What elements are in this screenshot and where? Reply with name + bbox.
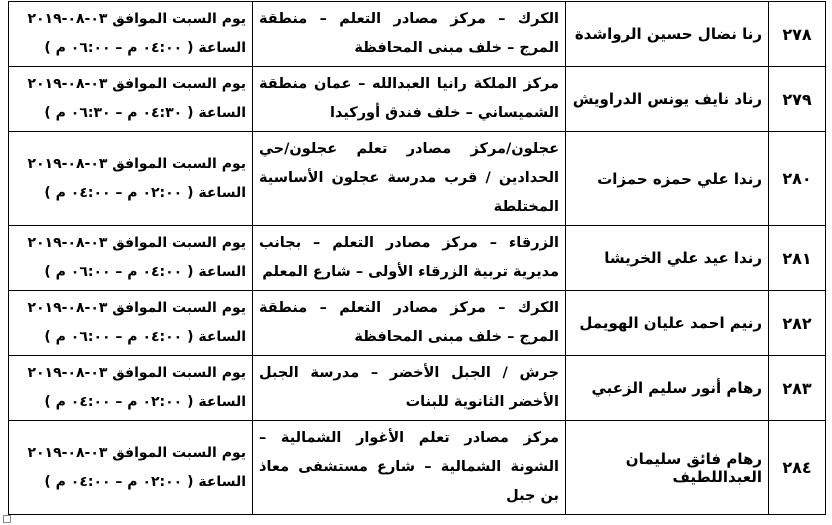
table-row xyxy=(9,132,826,226)
exam-time xyxy=(9,226,253,291)
paragraph-mark xyxy=(3,515,11,523)
exam-date: يوم السبت الموافق ٠٣-٠٨-٢٠١٩ xyxy=(27,76,246,92)
exam-hours: الساعة ( ٠٤:٣٠ م – ٠٦:٣٠ م ) xyxy=(44,105,246,121)
candidate-name: رنيم احمد عليان الهويمل xyxy=(566,291,769,356)
exam-location: مركز مصادر تعلم الأغوار الشمالية – الشونة الشمالية – شارع مستشفى معاذ بن جبل xyxy=(253,421,566,515)
exam-location: مركز الملكة رانيا العبدالله – عمان منطقة الشميساني – خلف فندق أوركيدا xyxy=(253,67,566,132)
table-row xyxy=(9,2,826,67)
exam-date: يوم السبت الموافق ٠٣-٠٨-٢٠١٩ xyxy=(27,235,246,251)
exam-location: عجلون/مركز مصادر تعلم عجلون/حي الحدادين / قرب مدرسة عجلون الأساسية المختلطة xyxy=(253,132,566,226)
row-number: ٢٨٤ xyxy=(769,421,826,515)
exam-location: جرش / الجبل الأخضر – مدرسة الجبل الأخضر الثانوية للبنات xyxy=(253,356,566,421)
table-row xyxy=(9,226,826,291)
exam-location: الكرك – مركز مصادر التعلم – منطقة المرج – خلف مبنى المحافظة xyxy=(253,2,566,67)
exam-hours: الساعة ( ٠٢:٠٠ م – ٠٤:٠٠ م ) xyxy=(44,473,246,490)
exam-date: يوم السبت الموافق ٠٣-٠٨-٢٠١٩ xyxy=(27,444,246,461)
row-number: ٢٧٩ xyxy=(769,67,826,132)
exam-time xyxy=(9,2,253,67)
table-row xyxy=(9,291,826,356)
candidate-name: رنا نضال حسين الرواشدة xyxy=(566,2,769,67)
candidate-name: رهام فائق سليمان العبداللطيف xyxy=(566,421,769,515)
exam-hours: الساعة ( ٠٤:٠٠ م – ٠٦:٠٠ م ) xyxy=(44,40,246,56)
row-number: ٢٨٣ xyxy=(769,356,826,421)
exam-time xyxy=(9,421,253,515)
exam-time xyxy=(9,291,253,356)
candidate-name: رناد نايف يونس الدراويش xyxy=(566,67,769,132)
exam-location: الزرقاء – مركز مصادر التعلم – بجانب مديرية تربية الزرقاء الأولى – شارع المعلم xyxy=(253,226,566,291)
candidate-name: رندا علي حمزه حمزات xyxy=(566,132,769,226)
candidate-name: رندا عيد علي الخريشا xyxy=(566,226,769,291)
exam-date: يوم السبت الموافق ٠٣-٠٨-٢٠١٩ xyxy=(27,365,246,381)
exam-hours: الساعة ( ٠٢:٠٠ م – ٠٤:٠٠ م ) xyxy=(44,394,246,410)
exam-time xyxy=(9,356,253,421)
table-row xyxy=(9,356,826,421)
exam-time xyxy=(9,132,253,226)
table-row xyxy=(9,421,826,515)
exam-date: يوم السبت الموافق ٠٣-٠٨-٢٠١٩ xyxy=(27,155,246,172)
row-number: ٢٧٨ xyxy=(769,2,826,67)
exam-hours: الساعة ( ٠٤:٠٠ م – ٠٦:٠٠ م ) xyxy=(44,264,246,280)
exam-time xyxy=(9,67,253,132)
exam-location: الكرك – مركز مصادر التعلم – منطقة المرج – خلف مبنى المحافظة xyxy=(253,291,566,356)
exam-hours: الساعة ( ٠٤:٠٠ م – ٠٦:٠٠ م ) xyxy=(44,329,246,345)
schedule-table xyxy=(8,1,826,515)
exam-date: يوم السبت الموافق ٠٣-٠٨-٢٠١٩ xyxy=(27,11,246,27)
row-number: ٢٨٢ xyxy=(769,291,826,356)
table-row xyxy=(9,67,826,132)
candidate-name: رهام أنور سليم الزعبي xyxy=(566,356,769,421)
row-number: ٢٨٠ xyxy=(769,132,826,226)
exam-date: يوم السبت الموافق ٠٣-٠٨-٢٠١٩ xyxy=(27,300,246,316)
row-number: ٢٨١ xyxy=(769,226,826,291)
exam-hours: الساعة ( ٠٢:٠٠ م – ٠٤:٠٠ م ) xyxy=(44,184,246,201)
